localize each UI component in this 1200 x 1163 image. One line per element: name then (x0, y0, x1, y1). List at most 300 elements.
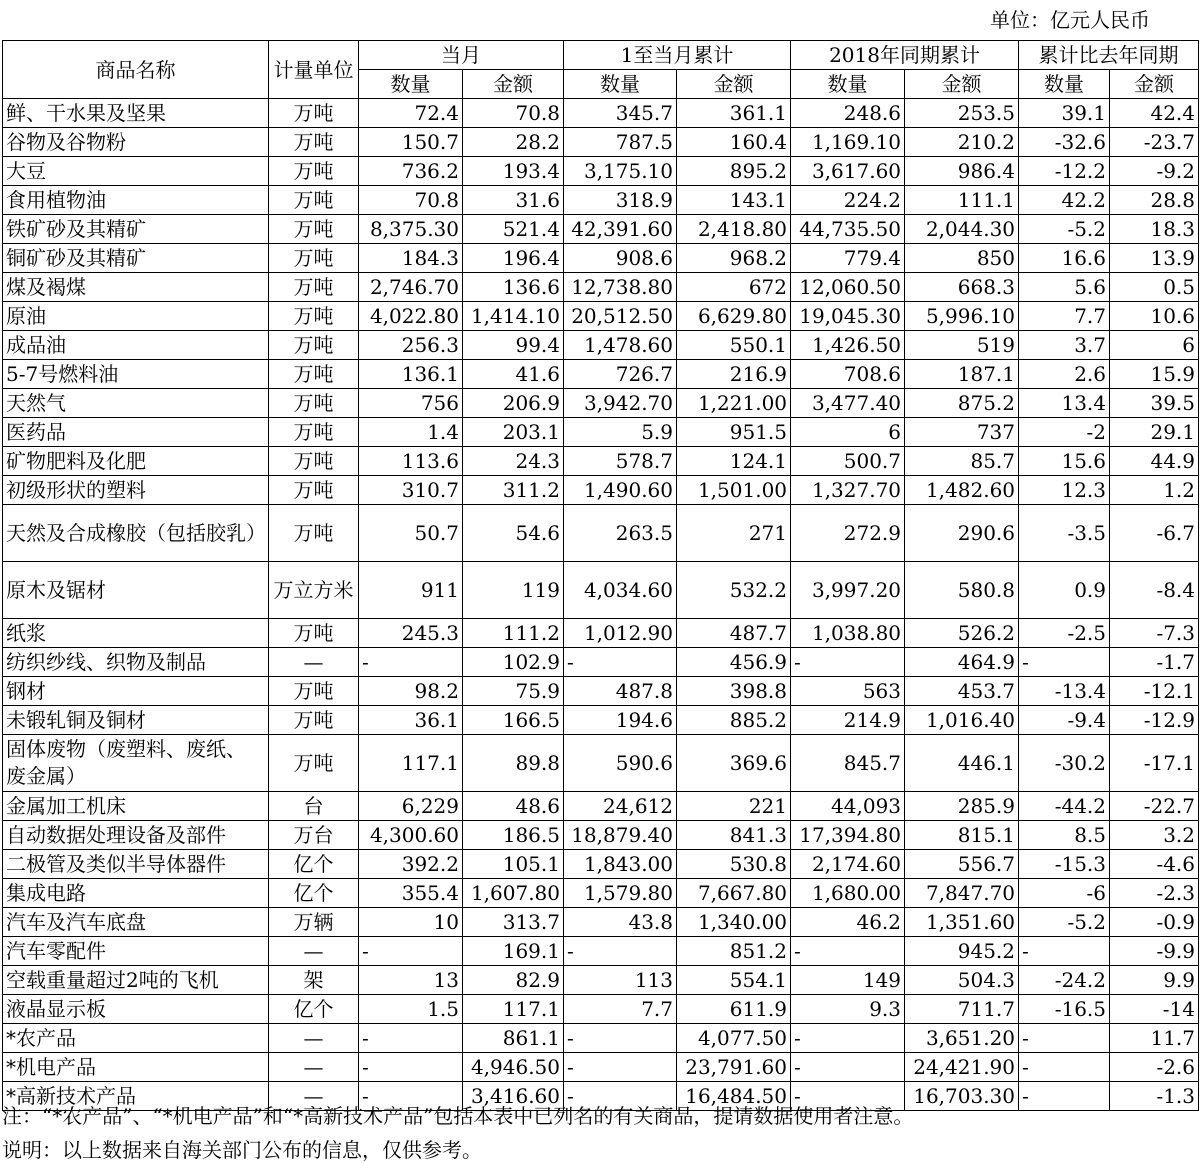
unit-cell: 亿个 (269, 995, 359, 1024)
value-cell: 160.4 (677, 128, 791, 157)
unit-cell: 万吨 (269, 505, 359, 562)
value-cell: 2,044.30 (905, 215, 1019, 244)
value-cell: -14 (1110, 995, 1199, 1024)
value-cell: 311.2 (463, 476, 564, 505)
commodity-name: 纸浆 (3, 619, 269, 648)
value-cell: 1,221.00 (677, 389, 791, 418)
value-cell: 143.1 (677, 186, 791, 215)
value-cell: -2.5 (1019, 619, 1110, 648)
value-cell: 885.2 (677, 706, 791, 735)
value-cell: -9.9 (1110, 937, 1199, 966)
value-cell: 580.8 (905, 562, 1019, 619)
value-cell: 2,174.60 (791, 850, 905, 879)
unit-cell: 亿个 (269, 879, 359, 908)
value-cell: -5.2 (1019, 908, 1110, 937)
commodity-name: 成品油 (3, 331, 269, 360)
value-cell: 42.4 (1110, 99, 1199, 128)
value-cell: 895.2 (677, 157, 791, 186)
value-cell: 4,300.60 (359, 821, 463, 850)
header-group-2018: 2018年同期累计 (791, 41, 1019, 70)
value-cell: 453.7 (905, 677, 1019, 706)
value-cell: 1,012.90 (564, 619, 677, 648)
table-row (3, 186, 1199, 215)
unit-cell: 万吨 (269, 99, 359, 128)
value-cell: 203.1 (463, 418, 564, 447)
value-cell: 845.7 (791, 735, 905, 792)
value-cell: - (791, 937, 905, 966)
unit-cell: 万吨 (269, 418, 359, 447)
value-cell: 253.5 (905, 99, 1019, 128)
value-cell: 5.6 (1019, 273, 1110, 302)
table-row (3, 99, 1199, 128)
value-cell: 779.4 (791, 244, 905, 273)
commodity-name: 天然及合成橡胶（包括胶乳） (3, 505, 269, 562)
value-cell: 398.8 (677, 677, 791, 706)
value-cell: 787.5 (564, 128, 677, 157)
commodity-name: 医药品 (3, 418, 269, 447)
table-row (3, 128, 1199, 157)
value-cell: 6 (791, 418, 905, 447)
table-row (3, 648, 1199, 677)
table-row (3, 215, 1199, 244)
value-cell: -22.7 (1110, 792, 1199, 821)
value-cell: 911 (359, 562, 463, 619)
value-cell: 526.2 (905, 619, 1019, 648)
value-cell: 1,351.60 (905, 908, 1019, 937)
value-cell: 5,996.10 (905, 302, 1019, 331)
value-cell: 726.7 (564, 360, 677, 389)
value-cell: -5.2 (1019, 215, 1110, 244)
value-cell: 556.7 (905, 850, 1019, 879)
value-cell: 98.2 (359, 677, 463, 706)
commodity-name: 初级形状的塑料 (3, 476, 269, 505)
table-body (3, 99, 1199, 1111)
table-row (3, 706, 1199, 735)
header-group-yoy: 累计比去年同期 (1019, 41, 1199, 70)
value-cell: - (564, 1053, 677, 1082)
value-cell: - (1019, 937, 1110, 966)
value-cell: 43.8 (564, 908, 677, 937)
value-cell: 0.5 (1110, 273, 1199, 302)
commodity-name: 液晶显示板 (3, 995, 269, 1024)
value-cell: 46.2 (791, 908, 905, 937)
commodity-name: 固体废物（废塑料、废纸、废金属） (3, 735, 269, 792)
value-cell: 10.6 (1110, 302, 1199, 331)
value-cell: 105.1 (463, 850, 564, 879)
value-cell: 271 (677, 505, 791, 562)
value-cell: 6,629.80 (677, 302, 791, 331)
table-row (3, 908, 1199, 937)
value-cell: 13.4 (1019, 389, 1110, 418)
commodity-name: 纺织纱线、织物及制品 (3, 648, 269, 677)
table-row (3, 619, 1199, 648)
value-cell: 4,077.50 (677, 1024, 791, 1053)
value-cell: 815.1 (905, 821, 1019, 850)
unit-cell: — (269, 937, 359, 966)
unit-cell: — (269, 1024, 359, 1053)
value-cell: 7.7 (564, 995, 677, 1024)
value-cell: -9.2 (1110, 157, 1199, 186)
value-cell: 150.7 (359, 128, 463, 157)
value-cell: 187.1 (905, 360, 1019, 389)
value-cell: 15.6 (1019, 447, 1110, 476)
value-cell: 1,607.80 (463, 879, 564, 908)
value-cell: - (359, 937, 463, 966)
value-cell: -32.6 (1019, 128, 1110, 157)
value-cell: 4,034.60 (564, 562, 677, 619)
unit-label: 单位：亿元人民币 (990, 8, 1150, 32)
value-cell: 117.1 (463, 995, 564, 1024)
value-cell: 166.5 (463, 706, 564, 735)
commodity-name: 自动数据处理设备及部件 (3, 821, 269, 850)
value-cell: - (564, 937, 677, 966)
value-cell: -1.3 (1110, 1082, 1199, 1111)
value-cell: 196.4 (463, 244, 564, 273)
value-cell: 54.6 (463, 505, 564, 562)
value-cell: 111.1 (905, 186, 1019, 215)
value-cell: 1,327.70 (791, 476, 905, 505)
value-cell: 184.3 (359, 244, 463, 273)
header-group-cumulative: 1至当月累计 (564, 41, 791, 70)
value-cell: 736.2 (359, 157, 463, 186)
unit-cell: 万吨 (269, 735, 359, 792)
unit-cell: 万吨 (269, 128, 359, 157)
value-cell: 13 (359, 966, 463, 995)
value-cell: - (564, 1082, 677, 1111)
value-cell: 24,421.90 (905, 1053, 1019, 1082)
value-cell: 945.2 (905, 937, 1019, 966)
value-cell: 737 (905, 418, 1019, 447)
commodity-name: 汽车及汽车底盘 (3, 908, 269, 937)
value-cell: 554.1 (677, 966, 791, 995)
table-row (3, 937, 1199, 966)
value-cell: 504.3 (905, 966, 1019, 995)
value-cell: 3,477.40 (791, 389, 905, 418)
value-cell: -12.9 (1110, 706, 1199, 735)
table-row (3, 302, 1199, 331)
value-cell: 44.9 (1110, 447, 1199, 476)
value-cell: 18.3 (1110, 215, 1199, 244)
table-row (3, 1024, 1199, 1053)
value-cell: 210.2 (905, 128, 1019, 157)
table-row (3, 792, 1199, 821)
value-cell: -6.7 (1110, 505, 1199, 562)
commodity-name: 煤及褐煤 (3, 273, 269, 302)
value-cell: 519 (905, 331, 1019, 360)
value-cell: 392.2 (359, 850, 463, 879)
value-cell: 345.7 (564, 99, 677, 128)
value-cell: 3,942.70 (564, 389, 677, 418)
value-cell: 986.4 (905, 157, 1019, 186)
value-cell: 23,791.60 (677, 1053, 791, 1082)
unit-cell: 万吨 (269, 360, 359, 389)
value-cell: 3,651.20 (905, 1024, 1019, 1053)
value-cell: - (564, 648, 677, 677)
unit-cell: — (269, 1053, 359, 1082)
value-cell: 272.9 (791, 505, 905, 562)
value-cell: 1.5 (359, 995, 463, 1024)
value-cell: -1.7 (1110, 648, 1199, 677)
value-cell: 500.7 (791, 447, 905, 476)
value-cell: -2.3 (1110, 879, 1199, 908)
value-cell: 18,879.40 (564, 821, 677, 850)
value-cell: - (359, 1053, 463, 1082)
value-cell: 42.2 (1019, 186, 1110, 215)
value-cell: 75.9 (463, 677, 564, 706)
value-cell: - (791, 648, 905, 677)
value-cell: - (1019, 1024, 1110, 1053)
value-cell: 17,394.80 (791, 821, 905, 850)
value-cell: 2,418.80 (677, 215, 791, 244)
value-cell: 214.9 (791, 706, 905, 735)
table-row (3, 505, 1199, 562)
value-cell: 42,391.60 (564, 215, 677, 244)
value-cell: 6,229 (359, 792, 463, 821)
value-cell: 550.1 (677, 331, 791, 360)
header-sub: 数量 (359, 70, 463, 99)
import-commodity-table (2, 40, 1199, 1111)
value-cell: - (791, 1082, 905, 1111)
unit-cell: 万吨 (269, 273, 359, 302)
value-cell: 487.8 (564, 677, 677, 706)
commodity-name: 天然气 (3, 389, 269, 418)
value-cell: 245.3 (359, 619, 463, 648)
value-cell: 578.7 (564, 447, 677, 476)
value-cell: 8,375.30 (359, 215, 463, 244)
commodity-name: 集成电路 (3, 879, 269, 908)
value-cell: 487.7 (677, 619, 791, 648)
value-cell: 5.9 (564, 418, 677, 447)
value-cell: 9.9 (1110, 966, 1199, 995)
header-sub: 数量 (1019, 70, 1110, 99)
value-cell: -17.1 (1110, 735, 1199, 792)
value-cell: 3,175.10 (564, 157, 677, 186)
value-cell: 16,703.30 (905, 1082, 1019, 1111)
header-sub: 金额 (677, 70, 791, 99)
unit-cell: 万辆 (269, 908, 359, 937)
value-cell: 369.6 (677, 735, 791, 792)
value-cell: 19,045.30 (791, 302, 905, 331)
value-cell: -24.2 (1019, 966, 1110, 995)
value-cell: -15.3 (1019, 850, 1110, 879)
unit-cell: 万吨 (269, 476, 359, 505)
value-cell: 24.3 (463, 447, 564, 476)
unit-cell: — (269, 648, 359, 677)
unit-cell: 架 (269, 966, 359, 995)
value-cell: 113 (564, 966, 677, 995)
value-cell: 3,997.20 (791, 562, 905, 619)
value-cell: 206.9 (463, 389, 564, 418)
unit-cell: 万吨 (269, 619, 359, 648)
header-sub: 金额 (905, 70, 1019, 99)
value-cell: 590.6 (564, 735, 677, 792)
value-cell: 111.2 (463, 619, 564, 648)
value-cell: -12.2 (1019, 157, 1110, 186)
value-cell: 113.6 (359, 447, 463, 476)
value-cell: - (359, 648, 463, 677)
value-cell: 861.1 (463, 1024, 564, 1053)
value-cell: 193.4 (463, 157, 564, 186)
value-cell: 310.7 (359, 476, 463, 505)
table-row (3, 389, 1199, 418)
value-cell: 20,512.50 (564, 302, 677, 331)
table-row (3, 879, 1199, 908)
value-cell: 1,501.00 (677, 476, 791, 505)
value-cell: 708.6 (791, 360, 905, 389)
commodity-name: 食用植物油 (3, 186, 269, 215)
value-cell: 611.9 (677, 995, 791, 1024)
value-cell: 41.6 (463, 360, 564, 389)
value-cell: 1,490.60 (564, 476, 677, 505)
value-cell: 224.2 (791, 186, 905, 215)
unit-cell: 万吨 (269, 215, 359, 244)
value-cell: 532.2 (677, 562, 791, 619)
table-row (3, 476, 1199, 505)
table-row (3, 1053, 1199, 1082)
unit-cell: 万吨 (269, 677, 359, 706)
unit-cell: 台 (269, 792, 359, 821)
value-cell: 6 (1110, 331, 1199, 360)
footnote: 注：“*农产品”、“*机电产品”和“*高新技术产品”包括本表中已列名的有关商品，提请数据使用者注意。 (2, 1104, 914, 1128)
value-cell: -4.6 (1110, 850, 1199, 879)
value-cell: 70.8 (359, 186, 463, 215)
value-cell: 672 (677, 273, 791, 302)
value-cell: 44,735.50 (791, 215, 905, 244)
value-cell: 851.2 (677, 937, 791, 966)
value-cell: 169.1 (463, 937, 564, 966)
value-cell: 841.3 (677, 821, 791, 850)
value-cell: 11.7 (1110, 1024, 1199, 1053)
value-cell: 221 (677, 792, 791, 821)
value-cell: 256.3 (359, 331, 463, 360)
value-cell: -16.5 (1019, 995, 1110, 1024)
value-cell: 12,060.50 (791, 273, 905, 302)
value-cell: 12,738.80 (564, 273, 677, 302)
commodity-name: 矿物肥料及化肥 (3, 447, 269, 476)
value-cell: 1,680.00 (791, 879, 905, 908)
value-cell: 1,482.60 (905, 476, 1019, 505)
commodity-name: 未锻轧铜及铜材 (3, 706, 269, 735)
value-cell: -6 (1019, 879, 1110, 908)
value-cell: 0.9 (1019, 562, 1110, 619)
value-cell: 361.1 (677, 99, 791, 128)
table-row (3, 331, 1199, 360)
value-cell: 124.1 (677, 447, 791, 476)
value-cell: 149 (791, 966, 905, 995)
commodity-name: *农产品 (3, 1024, 269, 1053)
value-cell: 908.6 (564, 244, 677, 273)
unit-cell: 万吨 (269, 331, 359, 360)
commodity-name: 空载重量超过2吨的飞机 (3, 966, 269, 995)
unit-cell: 万吨 (269, 447, 359, 476)
value-cell: 7,847.70 (905, 879, 1019, 908)
value-cell: 4,022.80 (359, 302, 463, 331)
unit-cell: 万吨 (269, 244, 359, 273)
value-cell: -3.5 (1019, 505, 1110, 562)
value-cell: 117.1 (359, 735, 463, 792)
value-cell: 248.6 (791, 99, 905, 128)
value-cell: -44.2 (1019, 792, 1110, 821)
value-cell: 464.9 (905, 648, 1019, 677)
value-cell: 186.5 (463, 821, 564, 850)
value-cell: -2.6 (1110, 1053, 1199, 1082)
value-cell: 1,340.00 (677, 908, 791, 937)
value-cell: 44,093 (791, 792, 905, 821)
value-cell: 875.2 (905, 389, 1019, 418)
value-cell: 668.3 (905, 273, 1019, 302)
value-cell: 1,038.80 (791, 619, 905, 648)
value-cell: -7.3 (1110, 619, 1199, 648)
value-cell: 50.7 (359, 505, 463, 562)
table-row (3, 447, 1199, 476)
unit-cell: 万吨 (269, 186, 359, 215)
table-row (3, 735, 1199, 792)
unit-cell: 亿个 (269, 850, 359, 879)
unit-cell: 万吨 (269, 706, 359, 735)
commodity-name: 铁矿砂及其精矿 (3, 215, 269, 244)
header-unit: 计量单位 (269, 41, 359, 99)
unit-cell: 万吨 (269, 389, 359, 418)
value-cell: 1,016.40 (905, 706, 1019, 735)
header-sub: 金额 (1110, 70, 1199, 99)
commodity-name: 谷物及谷物粉 (3, 128, 269, 157)
commodity-name: 二极管及类似半导体器件 (3, 850, 269, 879)
value-cell: 28.8 (1110, 186, 1199, 215)
value-cell: 136.1 (359, 360, 463, 389)
table-row (3, 273, 1199, 302)
table-row (3, 418, 1199, 447)
value-cell: 968.2 (677, 244, 791, 273)
value-cell: 290.6 (905, 505, 1019, 562)
commodity-name: 5-7号燃料油 (3, 360, 269, 389)
value-cell: 12.3 (1019, 476, 1110, 505)
value-cell: 29.1 (1110, 418, 1199, 447)
value-cell: 216.9 (677, 360, 791, 389)
commodity-name: *高新技术产品 (3, 1082, 269, 1111)
value-cell: 7.7 (1019, 302, 1110, 331)
value-cell: 85.7 (905, 447, 1019, 476)
value-cell: 10 (359, 908, 463, 937)
header-sub: 数量 (564, 70, 677, 99)
value-cell: 263.5 (564, 505, 677, 562)
source-note: 说明：以上数据来自海关部门公布的信息，仅供参考。 (2, 1138, 482, 1162)
value-cell: 2,746.70 (359, 273, 463, 302)
value-cell: 13.9 (1110, 244, 1199, 273)
value-cell: 119 (463, 562, 564, 619)
value-cell: 3,617.60 (791, 157, 905, 186)
value-cell: 1,478.60 (564, 331, 677, 360)
value-cell: 70.8 (463, 99, 564, 128)
value-cell: 446.1 (905, 735, 1019, 792)
header-group-month: 当月 (359, 41, 564, 70)
value-cell: 711.7 (905, 995, 1019, 1024)
value-cell: 563 (791, 677, 905, 706)
table-row (3, 562, 1199, 619)
value-cell: 456.9 (677, 648, 791, 677)
value-cell: -13.4 (1019, 677, 1110, 706)
value-cell: 756 (359, 389, 463, 418)
value-cell: 1,414.10 (463, 302, 564, 331)
value-cell: 285.9 (905, 792, 1019, 821)
value-cell: 194.6 (564, 706, 677, 735)
value-cell: 136.6 (463, 273, 564, 302)
table-row (3, 850, 1199, 879)
value-cell: - (1019, 1053, 1110, 1082)
value-cell: 39.1 (1019, 99, 1110, 128)
unit-cell: 万吨 (269, 157, 359, 186)
value-cell: 951.5 (677, 418, 791, 447)
value-cell: 521.4 (463, 215, 564, 244)
